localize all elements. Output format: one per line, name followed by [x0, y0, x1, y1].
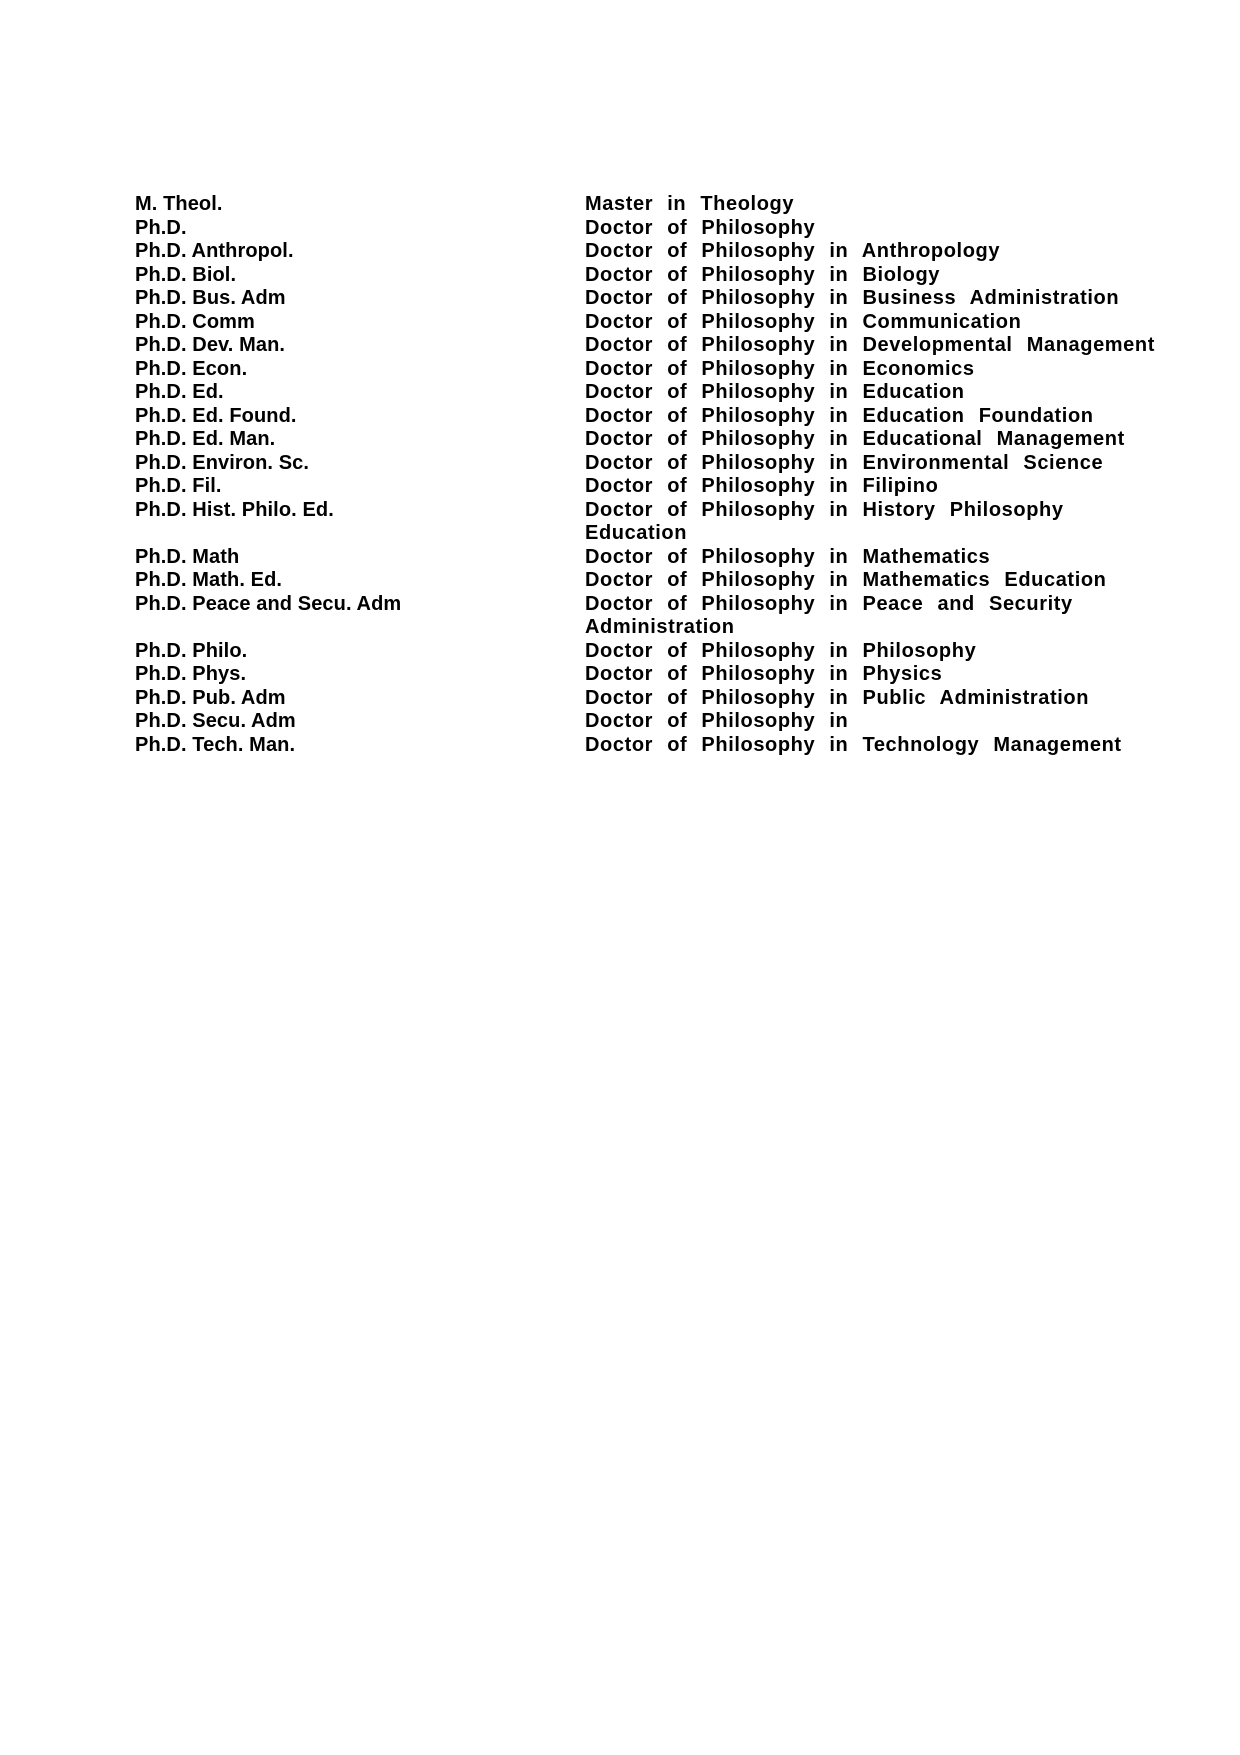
list-item	[135, 240, 1165, 264]
definition: Doctor of Philosophy in Mathematics	[585, 545, 991, 568]
definition: Doctor of Philosophy in Public Administration	[585, 686, 1090, 709]
definition: Doctor of Philosophy in Technology Management	[585, 733, 1122, 756]
list-item	[135, 264, 1165, 288]
list-item	[135, 687, 1165, 711]
definition: Master in Theology	[585, 193, 795, 215]
abbreviation: Ph.D. Fil.	[135, 475, 222, 497]
abbreviation: Ph.D. Ed. Man.	[135, 428, 276, 450]
definition: Doctor of Philosophy	[585, 216, 816, 239]
abbreviation: Ph.D.	[135, 216, 187, 239]
list-item	[135, 546, 1165, 570]
definition: Doctor of Philosophy in Developmental Management	[585, 334, 1155, 356]
abbreviation: Ph.D. Phys.	[135, 663, 247, 685]
abbreviation: Ph.D. Philo.	[135, 639, 248, 662]
list-item	[135, 428, 1165, 452]
abbreviation: Ph.D. Ed.	[135, 381, 224, 403]
abbreviation: Ph.D. Pub. Adm	[135, 686, 286, 709]
definition: Doctor of Philosophy in	[585, 710, 849, 732]
list-item	[135, 334, 1165, 358]
abbreviation: Ph.D. Peace and Secu. Adm	[135, 592, 402, 615]
abbreviation: Ph.D. Math	[135, 545, 240, 568]
definition: Doctor of Philosophy in Physics	[585, 663, 943, 685]
definition: Doctor of Philosophy in Environmental Science	[585, 451, 1104, 474]
list-item	[135, 381, 1165, 405]
abbreviation: Ph.D. Dev. Man.	[135, 334, 286, 356]
abbreviation: Ph.D. Hist. Philo. Ed.	[135, 498, 334, 521]
abbreviation: Ph.D. Bus. Adm	[135, 287, 286, 309]
list-item	[135, 452, 1165, 476]
definition: Doctor of Philosophy in Communication	[585, 310, 1022, 333]
abbreviation: Ph.D. Anthropol.	[135, 240, 294, 262]
definition: Doctor of Philosophy in Philosophy	[585, 639, 977, 662]
abbreviation: Ph.D. Secu. Adm	[135, 710, 296, 732]
definition: Doctor of Philosophy in Mathematics Education	[585, 569, 1107, 591]
definition: Doctor of Philosophy in Business Administration	[585, 287, 1120, 309]
list-item	[135, 593, 1165, 640]
list-item	[135, 710, 1165, 734]
abbreviation: Ph.D. Environ. Sc.	[135, 451, 310, 474]
definition: Doctor of Philosophy in Educational Management	[585, 428, 1125, 450]
definition: Doctor of Philosophy in Biology	[585, 263, 941, 286]
definition: Doctor of Philosophy in Education Foundation	[585, 404, 1094, 427]
definition: Doctor of Philosophy in Anthropology	[585, 240, 1001, 262]
abbreviation: Ph.D. Econ.	[135, 357, 248, 380]
abbreviation: Ph.D. Tech. Man.	[135, 733, 296, 756]
definition: Doctor of Philosophy in Economics	[585, 357, 975, 380]
definition: Doctor of Philosophy in Education	[585, 381, 965, 403]
abbreviation: Ph.D. Ed. Found.	[135, 404, 297, 427]
abbreviation: Ph.D. Math. Ed.	[135, 569, 283, 591]
list-item	[135, 358, 1165, 382]
list-item	[135, 499, 1165, 546]
list-item	[135, 734, 1165, 758]
list-item	[135, 663, 1165, 687]
list-item	[135, 569, 1165, 593]
abbreviation: Ph.D. Comm	[135, 310, 255, 333]
list-item	[135, 640, 1165, 664]
abbreviation-list	[135, 193, 1165, 757]
list-item	[135, 475, 1165, 499]
definition: Doctor of Philosophy in Peace and Security Administration	[585, 592, 1073, 638]
list-item	[135, 287, 1165, 311]
definition: Doctor of Philosophy in Filipino	[585, 475, 939, 497]
list-item	[135, 193, 1165, 217]
list-item	[135, 217, 1165, 241]
definition: Doctor of Philosophy in History Philosophy Education	[585, 498, 1064, 544]
abbreviation: Ph.D. Biol.	[135, 263, 237, 286]
abbreviation: M. Theol.	[135, 193, 223, 215]
list-item	[135, 405, 1165, 429]
list-item	[135, 311, 1165, 335]
